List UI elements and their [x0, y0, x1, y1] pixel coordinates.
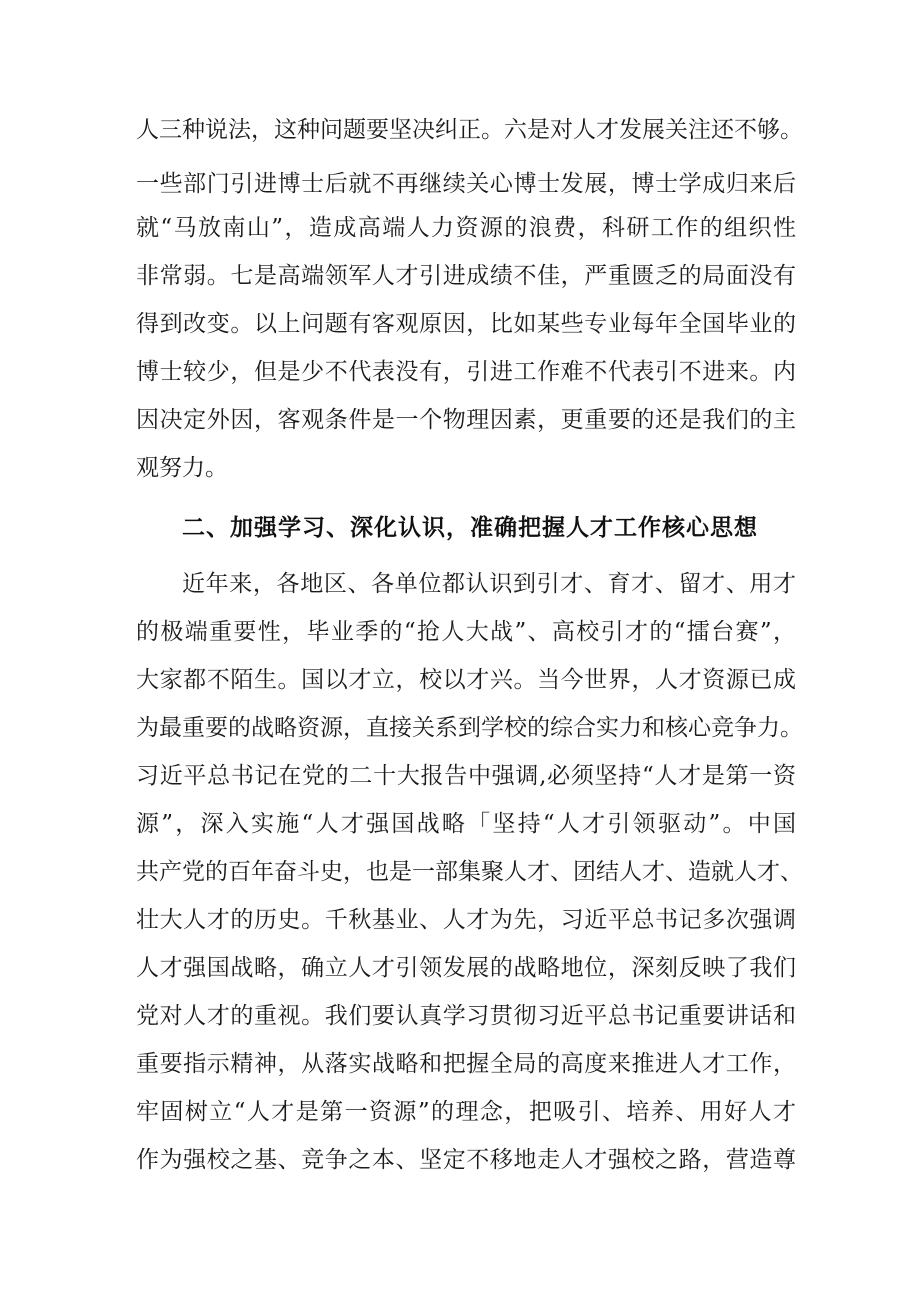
paragraph-line: 大家都不陌生。国以才立，校以才兴。当今世界，人才资源已成	[136, 667, 796, 693]
paragraph-line: 共产党的百年奋斗史，也是一部集聚人才、团结人才、造就人才、	[136, 859, 803, 885]
paragraph-line: 壮大人才的历史。千秋基业、人才为先，习近平总书记多次强调	[136, 907, 796, 933]
paragraph-line: 党对人才的重视。我们要认真学习贯彻习近平总书记重要讲话和	[136, 1003, 796, 1029]
paragraph-line: 的极端重要性，毕业季的“抢人大战”、高校引才的“擂台赛”，	[136, 619, 796, 645]
paragraph-line: 非常弱。七是高端领军人才引进成绩不佳，严重匮乏的局面没有	[136, 263, 796, 289]
paragraph-line: 牢固树立“人才是第一资源”的理念，把吸引、培养、用好人才	[136, 1099, 796, 1125]
paragraph-line: 得到改变。以上问题有客观原因，比如某些专业每年全国毕业的	[136, 311, 796, 337]
paragraph-line: 就“马放南山”，造成高端人力资源的浪费，科研工作的组织性	[136, 215, 796, 241]
paragraph-line: 为最重要的战略资源，直接关系到学校的综合实力和核心竞争力。	[136, 715, 803, 741]
paragraph-line: 一些部门引进博士后就不再继续关心博士发展，博士学成归来后	[136, 171, 796, 197]
paragraph-line: 源”，深入实施“人才强国战略「坚持“人才引领驱动”。中国	[136, 811, 796, 837]
paragraph-line: 重要指示精神，从落实战略和把握全局的高度来推进人才工作，	[136, 1051, 796, 1077]
paragraph-line: 观努力。	[136, 455, 228, 481]
paragraph-line: 因决定外因，客观条件是一个物理因素，更重要的还是我们的主	[136, 407, 796, 433]
paragraph-line: 习近平总书记在党的二十大报告中强调,必须坚持“人才是第一资	[136, 763, 796, 789]
paragraph-line: 人三种说法，这种问题要坚决纠正。六是对人才发展关注还不够。	[136, 117, 803, 143]
paragraph-line: 人才强国战略，确立人才引领发展的战略地位，深刻反映了我们	[136, 955, 796, 981]
paragraph-line: 作为强校之基、竞争之本、坚定不移地走人才强校之路，营造尊	[136, 1147, 796, 1173]
paragraph-line: 博士较少，但是少不代表没有，引进工作难不代表引不进来。内	[136, 359, 796, 385]
paragraph-line: 近年来，各地区、各单位都认识到引才、育才、留才、用才	[182, 571, 796, 597]
section-heading: 二、加强学习、深化认识，准确把握人才工作核心思想	[182, 515, 758, 541]
